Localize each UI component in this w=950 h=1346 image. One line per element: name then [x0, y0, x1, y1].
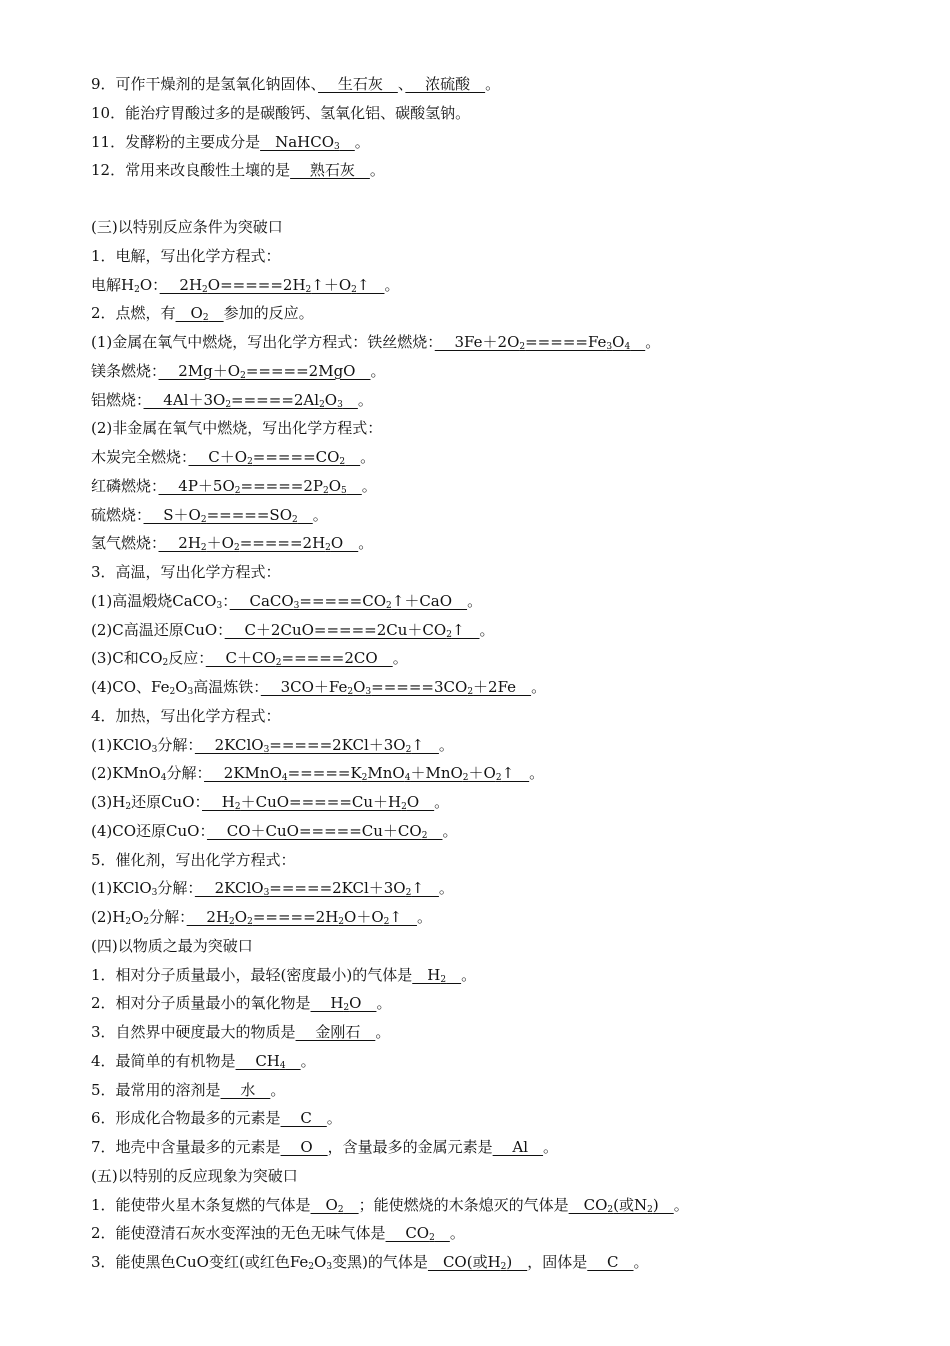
text-line: (4)CO还原CuO： $CO+CuO=====Cu+CO_2$ 。 — [91, 821, 458, 841]
answer-blank: 熟石灰 — [290, 161, 370, 180]
text-line: (2)非金属在氧气中燃烧，写出化学方程式： — [91, 419, 383, 438]
answer-blank: $CO_2$(或$N_2$) — [568, 1195, 674, 1215]
answer-blank: $2KClO_3=====2KCl+3O_2↑$ — [194, 735, 439, 755]
text-line: 红磷燃烧： $4P+5O_2=====2P_2O_5$ 。 — [91, 476, 377, 496]
answer-blank: $H_2+CuO=====Cu+H_2O$ — [202, 793, 435, 812]
text-line: 2．点燃，有 $O_2$ 参加的反应。 — [91, 304, 314, 324]
answer-blank: 生石灰 — [318, 75, 398, 93]
answer-blank: $2KMnO_4=====K_2MnO_4+MnO_2+O_2↑$ — [204, 764, 530, 784]
text-line: 4．最简单的有机物是 $CH_4$ 。 — [91, 1051, 316, 1071]
text-line: 硫燃烧： $S+O_2=====SO_2$ 。 — [91, 505, 328, 525]
text-line: 氢气燃烧： $2H_2+O_2=====2H_2O$ 。 — [91, 534, 374, 554]
answer-blank: $4P+5O_2=====2P_2O_5$ — [158, 476, 347, 496]
answer-blank: 浓硫酸 — [405, 75, 486, 93]
text-line: 3．自然界中硬度最大的物质是 金刚石 。 — [91, 1023, 391, 1041]
text-line: 1．能使带火星木条复燃的气体是 $O_2$ ；能使燃烧的木条熄灭的气体是 $CO_2$(或$N_2$) 。 — [91, 1195, 689, 1215]
text-line: (4)CO、$Fe_2O_3$高温炼铁： $3CO+Fe_2O_3=====3CO_2+2Fe$ 。 — [91, 678, 547, 697]
text-line: 2．能使澄清石灰水变浑浊的无色无味气体是 $CO_2$ 。 — [91, 1224, 465, 1244]
answer-blank: $H_2O$ — [310, 994, 377, 1014]
text-line: 4．加热，写出化学方程式： — [91, 706, 281, 725]
text-line: $(2)H_2O_2$分解： $2H_2O_2=====2H_2O+O_2↑$ 。 — [91, 908, 432, 927]
answer-blank: $2Mg+O_2=====2MgO$ — [158, 361, 371, 381]
text-line: 木炭完全燃烧： $C+O_2=====CO_2$ 。 — [91, 448, 376, 467]
answer-blank: $CO_2$ — [385, 1224, 435, 1244]
text-line: 5．催化剂，写出化学方程式： — [91, 850, 296, 869]
answer-blank: $S+O_2=====SO_2$ — [143, 505, 298, 525]
text-line: (3)C和$CO_2$反应： $C+CO_2=====2CO$ 。 — [91, 649, 408, 669]
answer-blank: $O_2$ — [310, 1195, 344, 1215]
answer-blank: NaHCO$_3$ — [260, 132, 340, 152]
document-page — [91, 70, 891, 1277]
answer-blank: 金刚石 — [295, 1023, 376, 1041]
text-line: 3．能使黑色CuO变红(或红色$Fe_2O_3$变黑)的气体是 CO(或$H_2$) ，固体是 C 。 — [91, 1253, 649, 1272]
text-line: 12．常用来改良酸性土壤的是 熟石灰 。 — [91, 161, 385, 180]
text-line: 1．相对分子质量最小，最轻(密度最小)的气体是 $H_2$ 。 — [91, 965, 477, 985]
answer-blank: C — [280, 1109, 327, 1128]
text-line: 镁条燃烧： $2Mg+O_2=====2MgO$ 。 — [91, 361, 386, 381]
text-line: 10．能治疗胃酸过多的是碳酸钙、氢氧化铝、碳酸氢钠。 — [91, 103, 471, 122]
text-line: 电解$H_2O$： $2H_2O=====2H_2↑+O_2↑$ 。 — [91, 275, 400, 295]
answer-blank: CO(或$H_2$) — [427, 1253, 528, 1272]
answer-blank: $4Al+3O_2=====2Al_2O_3$ — [143, 390, 343, 410]
text-line: (1)金属在氧气中燃烧，写出化学方程式：铁丝燃烧： $3Fe+2O_2=====Fe_3O_4$ 。 — [91, 333, 661, 352]
answer-blank: $2H_2O_2=====2H_2O+O_2↑$ — [186, 908, 417, 927]
answer-blank: C — [587, 1253, 634, 1271]
answer-blank: O — [280, 1138, 328, 1156]
text-line: 11．发酵粉的主要成分是 NaHCO$_3$ 。 — [91, 132, 370, 152]
text-line: (1)KClO$_3$分解： $2KClO_3=====2KCl+3O_2↑$ 。 — [91, 879, 454, 899]
answer-blank: $CO+CuO=====Cu+CO_2$ — [206, 821, 428, 841]
answer-blank: 水 — [220, 1080, 271, 1099]
text-line: 6．形成化合物最多的元素是 C 。 — [91, 1109, 342, 1128]
answer-blank: $C+O_2=====CO_2$ — [188, 448, 346, 467]
blank-spacer — [91, 185, 891, 213]
text-line: 2．相对分子质量最小的氧化物是 $H_2O$ 。 — [91, 994, 392, 1014]
answer-blank: $3Fe+2O_2=====Fe_3O_4$ — [434, 333, 631, 352]
text-line: (三)以特别反应条件为突破口 — [91, 218, 283, 236]
text-line: 3．高温，写出化学方程式： — [91, 563, 281, 581]
answer-blank: $O_2$ — [175, 304, 209, 324]
text-line: (五)以特别的反应现象为突破口 — [91, 1166, 298, 1185]
text-line: 9．可作干燥剂的是氢氧化钠固体、 生石灰 、 浓硫酸 。 — [91, 75, 501, 93]
text-line: 7．地壳中含量最多的元素是 O ，含量最多的金属元素是 Al 。 — [91, 1138, 559, 1156]
text-line: 5．最常用的溶剂是 水 。 — [91, 1080, 286, 1099]
answer-blank: $2KClO_3=====2KCl+3O_2↑$ — [194, 879, 439, 899]
answer-blank: $2H_2O=====2H_2↑+O_2↑$ — [159, 275, 385, 295]
text-line: $(3)H_2$还原CuO： $H_2+CuO=====Cu+H_2O$ 。 — [91, 793, 450, 812]
answer-blank: $CH_4$ — [235, 1051, 286, 1071]
answer-blank: $H_2$ — [412, 965, 447, 985]
text-line: (2)C高温还原CuO： $C+2CuO=====2Cu+CO_2↑$ 。 — [91, 620, 495, 640]
answer-blank: $3CO+Fe_2O_3=====3CO_2+2Fe$ — [260, 678, 532, 697]
text-line: 1．电解，写出化学方程式： — [91, 246, 281, 265]
text-line: (1)高温煅烧CaCO$_3$： $CaCO_3=====CO_2↑+CaO$ 。 — [91, 591, 483, 611]
text-line: (四)以物质之最为突破口 — [91, 936, 253, 955]
answer-blank: Al — [492, 1138, 544, 1156]
answer-blank: $C+2CuO=====2Cu+CO_2↑$ — [224, 620, 480, 640]
text-line: (1)KClO$_3$分解： $2KClO_3=====2KCl+3O_2↑$ 。 — [91, 735, 454, 755]
answer-blank: $2H_2+O_2=====2H_2O$ — [158, 534, 359, 554]
answer-blank: $CaCO_3=====CO_2↑+CaO$ — [229, 591, 468, 611]
answer-blank: $C+CO_2=====2CO$ — [205, 649, 393, 669]
text-line: (2)KMnO$_4$分解： $2KMnO_4=====K_2MnO_4+MnO_2+O_2↑$ 。 — [91, 764, 545, 784]
text-line: 铝燃烧： $4Al+3O_2=====2Al_2O_3$ 。 — [91, 390, 373, 410]
